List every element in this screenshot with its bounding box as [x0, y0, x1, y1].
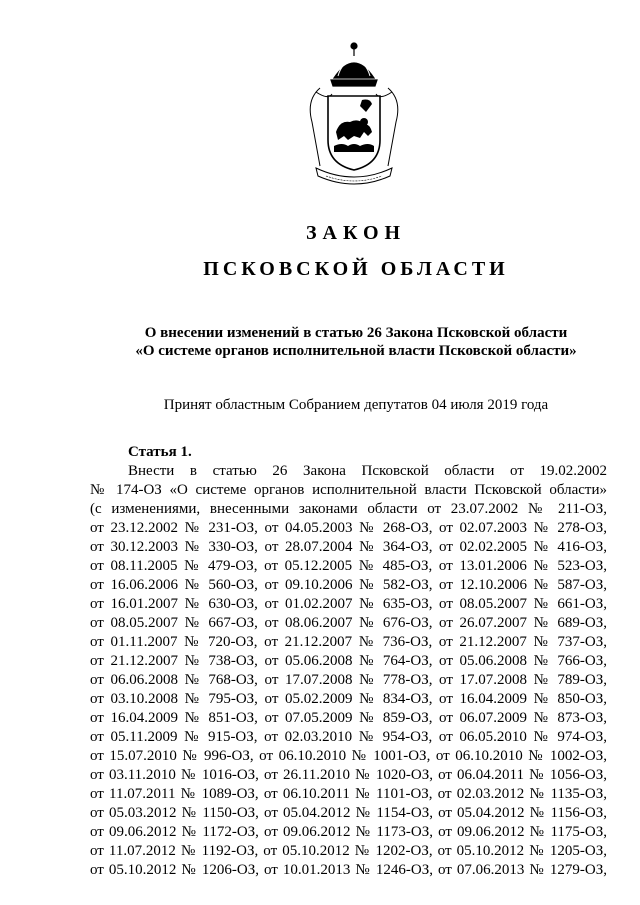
pskov-coat-of-arms-icon	[298, 40, 410, 190]
article-line: от 11.07.2011 № 1089-ОЗ, от 06.10.2011 № 1101-ОЗ, от 02.03.2012 № 1135-ОЗ,	[90, 786, 607, 802]
article-line: от 01.11.2007 № 720-ОЗ, от 21.12.2007 № 736-ОЗ, от 21.12.2007 № 737-ОЗ,	[90, 634, 607, 650]
subject-line-1: О внесении изменений в статью 26 Закона Псковской области	[144, 325, 568, 341]
article-line: от 05.10.2012 № 1206-ОЗ, от 10.01.2013 № 1246-ОЗ, от 07.06.2013 № 1279-ОЗ,	[90, 862, 607, 878]
article-line: от 03.10.2008 № 795-ОЗ, от 05.02.2009 № 834-ОЗ, от 16.04.2009 № 850-ОЗ,	[90, 691, 607, 707]
article-line: от 30.12.2003 № 330-ОЗ, от 28.07.2004 № 364-ОЗ, от 02.02.2005 № 416-ОЗ,	[90, 539, 607, 555]
article-line: от 16.06.2006 № 560-ОЗ, от 09.10.2006 № 582-ОЗ, от 12.10.2006 № 587-ОЗ,	[90, 577, 607, 593]
article-line: от 08.05.2007 № 667-ОЗ, от 08.06.2007 № 676-ОЗ, от 26.07.2007 № 689-ОЗ,	[90, 615, 607, 631]
article-line: от 06.06.2008 № 768-ОЗ, от 17.07.2008 № 778-ОЗ, от 17.07.2008 № 789-ОЗ,	[90, 672, 607, 688]
shield-icon	[328, 96, 380, 170]
article-line: от 03.11.2010 № 1016-ОЗ, от 26.11.2010 № 1020-ОЗ, от 06.04.2011 № 1056-ОЗ,	[90, 767, 607, 783]
article-line: от 15.07.2010 № 996-ОЗ, от 06.10.2010 № 1001-ОЗ, от 06.10.2010 № 1002-ОЗ,	[90, 748, 607, 764]
crown-icon	[331, 43, 377, 86]
article-line: от 11.07.2012 № 1192-ОЗ, от 05.10.2012 № 1202-ОЗ, от 05.10.2012 № 1205-ОЗ,	[90, 843, 607, 859]
article-line: от 09.06.2012 № 1172-ОЗ, от 09.06.2012 № 1173-ОЗ, от 09.06.2012 № 1175-ОЗ,	[90, 824, 607, 840]
article-line: № 174-ОЗ «О системе органов исполнительной власти Псковской области»	[90, 482, 607, 498]
article-line: от 21.12.2007 № 738-ОЗ, от 05.06.2008 № 764-ОЗ, от 05.06.2008 № 766-ОЗ,	[90, 653, 607, 669]
article-line: (с изменениями, внесенными законами области от 23.07.2002 № 211-ОЗ,	[90, 501, 607, 517]
article-line: от 23.12.2002 № 231-ОЗ, от 04.05.2003 № 268-ОЗ, от 02.07.2003 № 278-ОЗ,	[90, 520, 607, 536]
adoption-statement: Принят областным Собранием депутатов 04 июля 2019 года	[163, 397, 549, 413]
article-line: от 16.01.2007 № 630-ОЗ, от 01.02.2007 № 635-ОЗ, от 08.05.2007 № 661-ОЗ,	[90, 596, 607, 612]
article-line: Внести в статью 26 Закона Псковской области от 19.02.2002	[128, 463, 607, 479]
region-title: ПСКОВСКОЙ ОБЛАСТИ	[203, 258, 509, 280]
article-line: от 05.11.2009 № 915-ОЗ, от 02.03.2010 № 954-ОЗ, от 06.05.2010 № 974-ОЗ,	[90, 729, 607, 745]
article-line: от 08.11.2005 № 479-ОЗ, от 05.12.2005 № 485-ОЗ, от 13.01.2006 № 523-ОЗ,	[90, 558, 607, 574]
article-line: от 16.04.2009 № 851-ОЗ, от 07.05.2009 № 859-ОЗ, от 06.07.2009 № 873-ОЗ,	[90, 710, 607, 726]
subject-line-2: «О системе органов исполнительной власти Псковской области»	[135, 343, 577, 359]
article-heading: Статья 1.	[128, 444, 192, 460]
article-line: от 05.03.2012 № 1150-ОЗ, от 05.04.2012 № 1154-ОЗ, от 05.04.2012 № 1156-ОЗ,	[90, 805, 607, 821]
document-title: ЗАКОН	[305, 222, 407, 244]
